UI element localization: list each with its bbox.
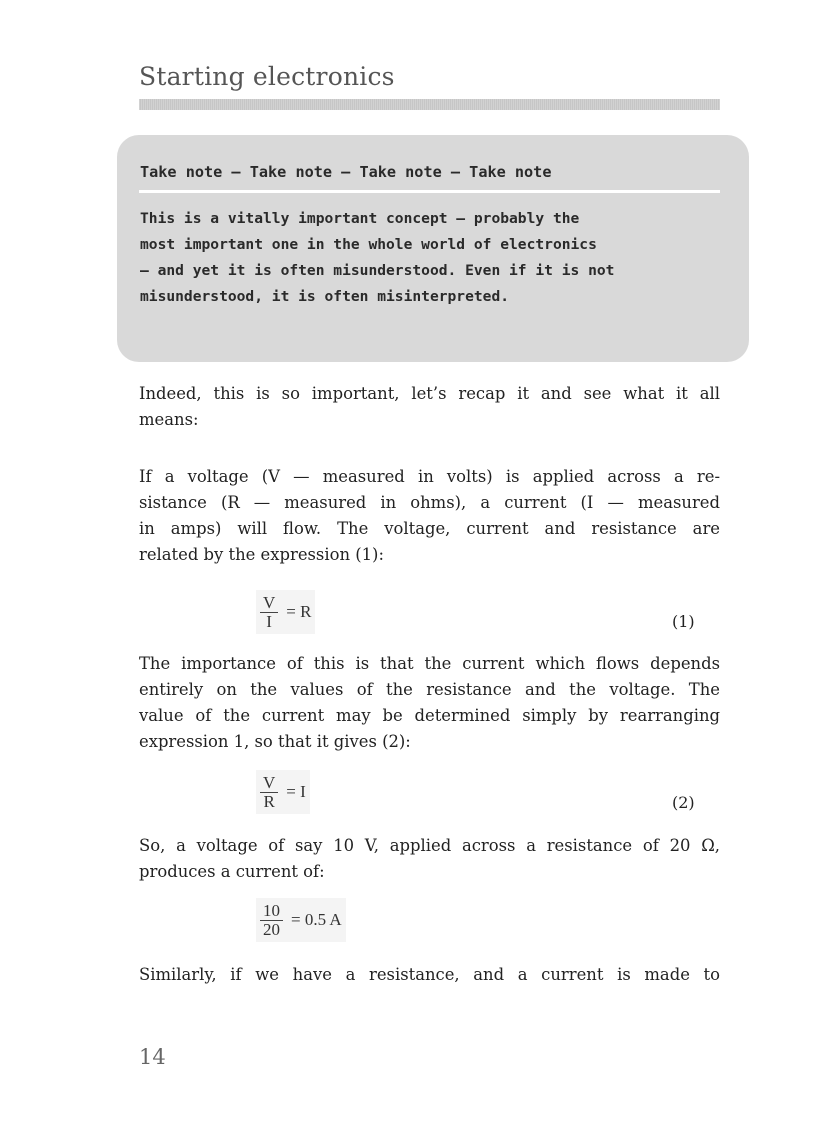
paragraph-ohms-law	[139, 464, 720, 568]
note-line: This is a vitally important concept – probably the	[140, 210, 580, 227]
note-line: most important one in the whole world of electronics	[140, 236, 597, 253]
text-line: sistance (R — measured in ohms), a current (I — measured	[139, 493, 720, 512]
text-line: means:	[139, 410, 199, 429]
running-head: Starting electronics	[139, 62, 395, 91]
page-number: 14	[139, 1045, 166, 1069]
text-line: Similarly, if we have a resistance, and a current is made to	[139, 965, 720, 984]
take-note-rule	[139, 190, 720, 193]
text-line: Indeed, this is so important, let’s recap it and see what it all	[139, 384, 720, 403]
text-line: expression 1, so that it gives (2):	[139, 732, 411, 751]
text-line: So, a voltage of say 10 V, applied across a resistance of 20 Ω,	[139, 836, 720, 855]
text-line: related by the expression (1):	[139, 545, 384, 564]
paragraph-similarly	[139, 962, 720, 988]
fraction	[260, 902, 283, 939]
equation-1	[256, 590, 315, 634]
note-line: – and yet it is often misunderstood. Even if it is not	[140, 262, 615, 279]
fraction-numerator: 10	[263, 900, 280, 920]
equation-3	[256, 898, 346, 942]
text-line: entirely on the values of the resistance and the voltage. The	[139, 680, 720, 699]
take-note-body	[140, 206, 720, 310]
text-line: If a voltage (V — measured in volts) is applied across a re-	[139, 467, 720, 486]
text-line: in amps) will flow. The voltage, current and resistance are	[139, 519, 720, 538]
take-note-heading: Take note – Take note – Take note – Take note	[140, 163, 552, 181]
fraction	[260, 774, 278, 811]
equation-label: (1)	[672, 612, 695, 631]
text-line: value of the current may be determined simply by rearranging	[139, 706, 720, 725]
note-line: misunderstood, it is often misinterpreted.	[140, 288, 510, 305]
paragraph-importance	[139, 651, 720, 755]
text-line: The importance of this is that the current which flows depends	[139, 654, 720, 673]
header-rule	[139, 99, 720, 110]
paragraph-example	[139, 833, 720, 885]
fraction-denominator: 20	[263, 919, 280, 939]
text-line: produces a current of:	[139, 862, 325, 881]
fraction-numerator: V	[263, 772, 276, 792]
fraction	[260, 594, 278, 631]
fraction-numerator: V	[263, 592, 276, 612]
equation-2	[256, 770, 310, 814]
equation-label: (2)	[672, 793, 695, 812]
equation-rhs: = 0.5 A	[291, 910, 342, 929]
fraction-denominator: R	[263, 791, 275, 811]
equation-rhs: = R	[286, 602, 312, 621]
equation-rhs: = I	[286, 782, 306, 801]
fraction-denominator: I	[266, 611, 272, 631]
paragraph-recap	[139, 381, 720, 433]
